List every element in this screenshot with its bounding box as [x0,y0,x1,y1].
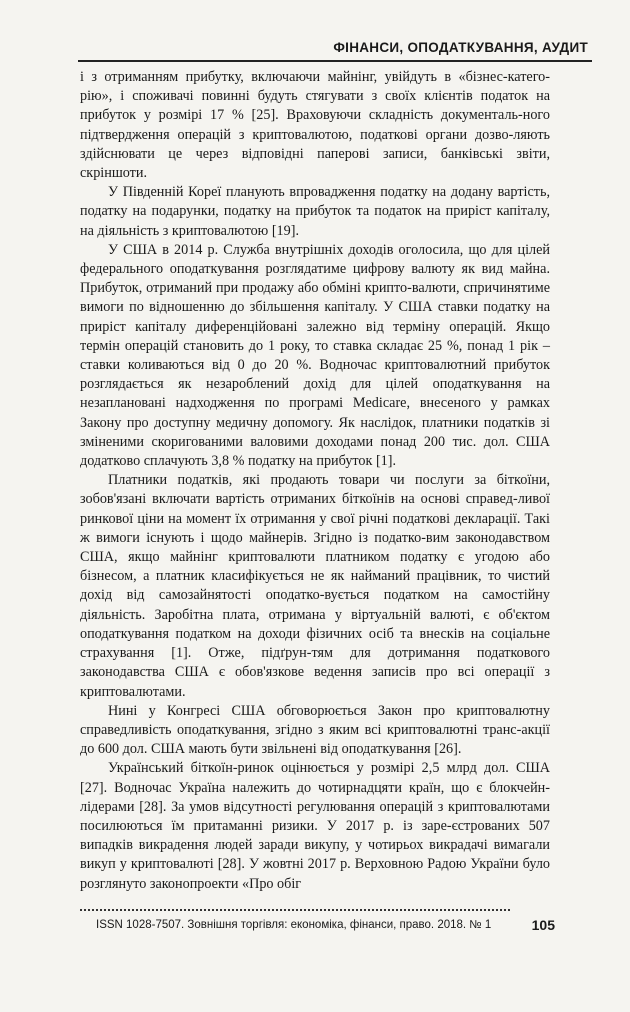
paragraph-usa-2014: У США в 2014 р. Служба внутрішніх доходів оголосила, що для цілей федерального оподаткування розглядатиме цифрову валюту як вид майна. Прибуток, отриманий при продажу або обміні крипто-валюти, спричинятиме вимоги по відношенню до збільшення капіталу. У США ставки податку на приріст капіталу диференційовані залежно від терміну операцій. Якщо термін операцій становить до 1 року, то ставка складає 25 %, понад 1 рік – ставки коливаються від 0 до 20 %. Водночас криптовалютний прибуток розглядається як незароблений дохід для цілей оподаткування на незапланованi надходження по програмі Medicare, внесеного у рамках Закону про доступну медичну допомогу. Як наслідок, платники податків зі зміненими скоригованими валовими доходами понад 200 тис. дол. США додатково сплачують 3,8 % податку на прибуток [1]. [80,241,550,470]
page-number: 105 [531,917,555,933]
paragraph-south-korea: У Південній Кореї планують впровадження податку на додану вартість, податку на подарунки, податку на прибуток та податок на приріст капіталу, на діяльність з криптовалютою [19]. [80,184,550,239]
paragraph-congress: Нині у Конгресі США обговорюється Закон про криптовалютну справедливість оподаткування, згідно з яким всі криптовалютні транс-акції до 600 дол. США мають бути звільнені від оподаткування [26]. [80,702,550,758]
section-title: ФІНАНСИ, ОПОДАТКУВАННЯ, АУДИТ [333,40,588,55]
article-body [80,68,550,894]
paragraph-taxpayers: Платники податків, які продають товари чи послуги за біткоїни, зобов'язані включати вартість отриманих біткоїнів на основі справед-ливої ринкової ціни на момент їх отримання у свої річні податкові декларації. Такі ж вимоги існують і щодо майнерів. Згідно із податко-вим законодавством США, якщо майнінг криптовалюти платником податку є угодою або бізнесом, а платник класифікується не як найманий працівник, то чистий дохід від самозайнятості оподатко-вується податком на самостійну діяльність. Заробітна плата, отримана у віртуальній валюті, є об'єктом оподаткування податком на доходи фізичних осіб та внесків на соціальне страхування [1]. Отже, підґрун-тям для дотримання податкового законодавства США є обов'язкове ведення записів про всі операції з криптовалютами. [80,472,550,700]
footer-divider [80,909,510,911]
paragraph-continued: і з отриманням прибутку, включаючи майнінг, увійдуть в «бізнес-катего-рію», і споживачі повинні будуть стягувати з своїх клієнтів податок на прибуток у розмірі 17 % [25]. Враховуючи складність документаль-ного підтвердження операцій з криптовалютою, податкові органи дозво-ляють здійснювати це через відповідні паперові записи, банківські звіти, скріншоти. [80,69,550,182]
running-header [78,38,592,62]
paragraph-ukraine: Український біткоїн-ринок оцінюється у розмірі 2,5 млрд дол. США [27]. Водночас Україна належить до чотирнадцяти країн, що є блокчейн-лідерами [28]. За умов відсутності регулювання операцій з криптовалютами посилюються їм притаманні ризики. У 2017 р. із заре-єстрованих 507 випадків викрадення людей заради викупу, у чотирьох викрадачі вимагали викуп у криптовалюті [28]. У жовтні 2017 р. Верховною Радою України було розглянуто законопроекти «Про обіг [80,760,550,892]
page-footer [80,917,555,937]
journal-citation: ISSN 1028-7507. Зовнішня торгівля: економіка, фінанси, право. 2018. № 1 [96,919,492,931]
